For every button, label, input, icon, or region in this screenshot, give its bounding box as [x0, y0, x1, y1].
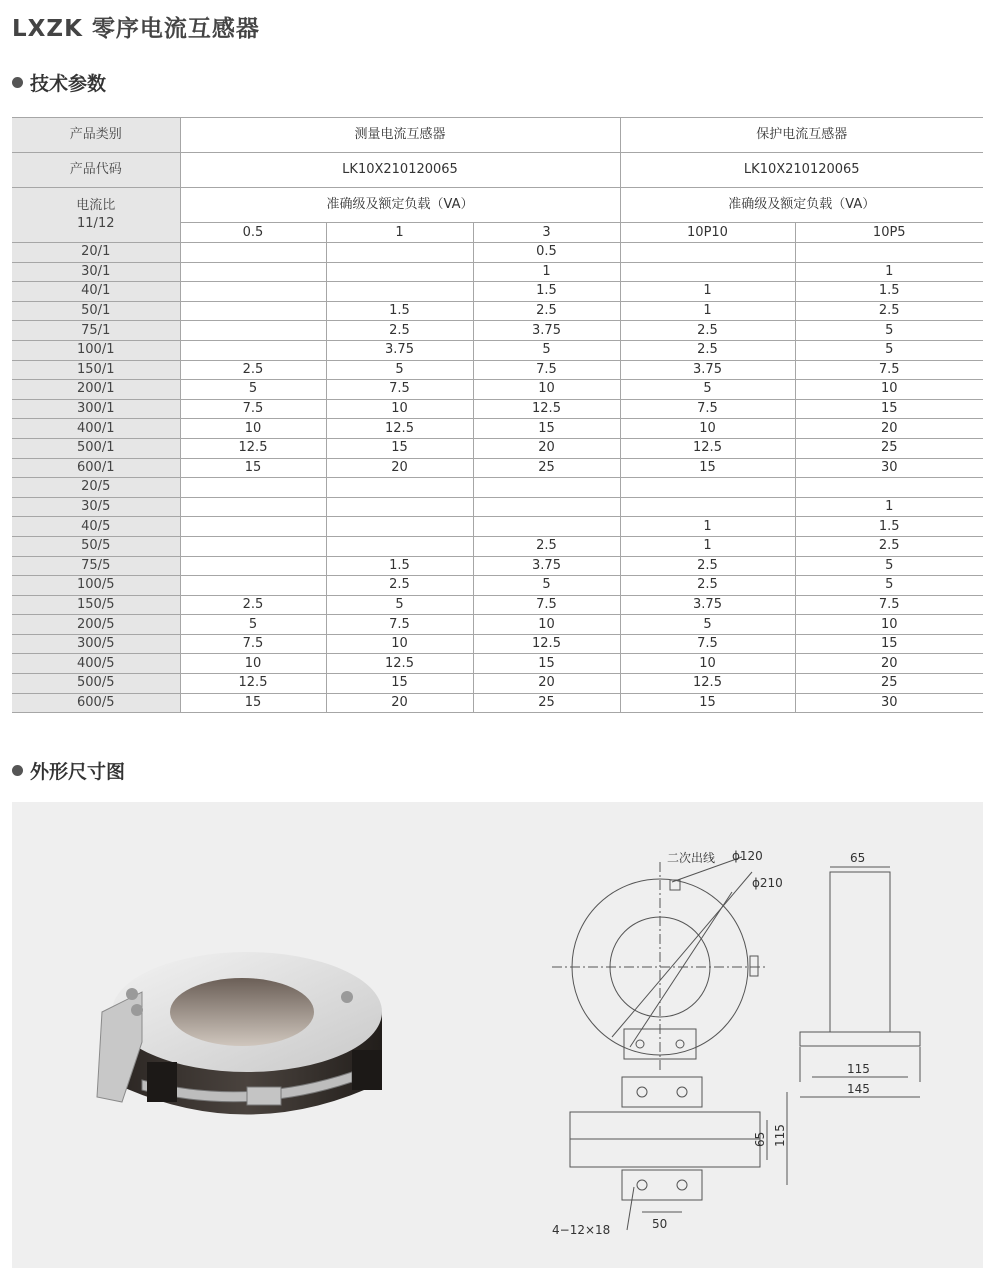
table-cell: 30	[795, 693, 983, 713]
table-cell: 10	[473, 380, 620, 400]
product-photo	[72, 932, 402, 1152]
bullet-icon	[12, 765, 23, 776]
section-heading-dimensions	[12, 757, 125, 784]
table-cell: 7.5	[180, 634, 326, 654]
table-row	[12, 321, 983, 341]
ratio-cell: 400/1	[12, 419, 180, 439]
table-cell: 5	[180, 380, 326, 400]
table-cell: 1	[473, 262, 620, 282]
bolt-icon	[126, 988, 138, 1000]
hole-spacing-label: 50	[652, 1217, 668, 1231]
bolt-hole	[676, 1040, 684, 1048]
table-row	[12, 262, 983, 282]
height-inner-label: 65	[753, 1131, 767, 1147]
table-cell	[473, 478, 620, 498]
table-cell: 10	[473, 615, 620, 635]
table-cell: 1	[620, 536, 795, 556]
clip-right	[352, 1050, 382, 1090]
ratio-cell: 300/5	[12, 634, 180, 654]
table-cell: 10	[180, 419, 326, 439]
ratio-cell: 40/5	[12, 517, 180, 537]
table-cell: 2.5	[326, 576, 473, 596]
table-cell: 20	[326, 693, 473, 713]
leader-line	[627, 1187, 634, 1230]
ratio-cell: 75/5	[12, 556, 180, 576]
table-cell: 2.5	[795, 536, 983, 556]
table-cell: 20	[795, 419, 983, 439]
table-cell: 15	[620, 458, 795, 478]
bolt-icon	[131, 1004, 143, 1016]
bolt-hole	[677, 1087, 687, 1097]
table-cell: 15	[795, 634, 983, 654]
table-cell: 20	[473, 674, 620, 694]
accuracy-header-row	[12, 188, 983, 223]
table-cell: 5	[473, 340, 620, 360]
table-cell	[795, 478, 983, 498]
product-code-row	[12, 153, 983, 188]
table-row	[12, 615, 983, 635]
table-cell	[326, 262, 473, 282]
table-cell: 1	[795, 262, 983, 282]
dia-inner-label: ϕ120	[732, 849, 763, 863]
ratio-cell: 200/5	[12, 615, 180, 635]
ratio-cell: 50/5	[12, 536, 180, 556]
table-cell: 5	[795, 556, 983, 576]
table-cell: 1.5	[473, 282, 620, 302]
table-cell: 10	[326, 399, 473, 419]
section-heading-label: 外形尺寸图	[30, 761, 126, 783]
table-cell: 5	[326, 595, 473, 615]
table-cell: 12.5	[180, 674, 326, 694]
table-row	[12, 458, 983, 478]
dia-outer-label: ϕ210	[752, 876, 783, 890]
depth-label: 65	[850, 851, 866, 865]
table-cell: 2.5	[473, 301, 620, 321]
table-row	[12, 399, 983, 419]
table-cell	[620, 497, 795, 517]
slot-label: 4−12×18	[552, 1223, 611, 1237]
product-category-row	[12, 118, 983, 153]
table-row	[12, 243, 983, 263]
table-cell: 7.5	[473, 360, 620, 380]
table-cell	[620, 243, 795, 263]
table-row	[12, 536, 983, 556]
table-cell	[180, 497, 326, 517]
table-row	[12, 419, 983, 439]
table-cell: 5	[326, 360, 473, 380]
table-cell: 2.5	[473, 536, 620, 556]
table-cell: 2.5	[620, 321, 795, 341]
table-cell: 12.5	[473, 634, 620, 654]
table-row	[12, 301, 983, 321]
table-cell: 7.5	[795, 595, 983, 615]
table-cell: 30	[795, 458, 983, 478]
table-cell	[180, 301, 326, 321]
table-cell: 5	[795, 340, 983, 360]
table-cell: 15	[326, 674, 473, 694]
table-cell: 15	[473, 419, 620, 439]
table-row	[12, 340, 983, 360]
table-cell: 3.75	[620, 360, 795, 380]
bottom-bracket-top	[622, 1077, 702, 1107]
table-cell: 1.5	[326, 556, 473, 576]
table-cell	[180, 243, 326, 263]
table-cell	[180, 556, 326, 576]
accuracy-protect-header: 准确级及额定负载（VA）	[620, 188, 983, 223]
table-cell	[326, 497, 473, 517]
side-view-base	[800, 1032, 920, 1046]
ratio-cell: 500/1	[12, 438, 180, 458]
table-cell	[180, 321, 326, 341]
table-cell	[326, 243, 473, 263]
table-row	[12, 634, 983, 654]
bolt-hole	[637, 1180, 647, 1190]
table-cell: 5	[795, 576, 983, 596]
table-cell: 7.5	[180, 399, 326, 419]
class-header: 10P5	[795, 223, 983, 243]
table-cell: 1.5	[795, 282, 983, 302]
table-cell	[620, 262, 795, 282]
bolt-hole	[636, 1040, 644, 1048]
table-cell: 0.5	[473, 243, 620, 263]
table-cell: 12.5	[180, 438, 326, 458]
table-cell: 12.5	[473, 399, 620, 419]
table-cell	[180, 340, 326, 360]
class-header: 1	[326, 223, 473, 243]
table-cell: 15	[473, 654, 620, 674]
table-row	[12, 380, 983, 400]
secondary-lead-label: 二次出线	[667, 851, 716, 865]
current-ratio-label: 电流比	[76, 198, 116, 213]
ratio-cell: 300/1	[12, 399, 180, 419]
table-cell: 12.5	[326, 654, 473, 674]
table-cell: 15	[180, 693, 326, 713]
table-row	[12, 478, 983, 498]
table-cell: 1	[620, 282, 795, 302]
ratio-cell: 40/1	[12, 282, 180, 302]
table-cell: 7.5	[795, 360, 983, 380]
dimension-drawing	[542, 842, 942, 1262]
ratio-cell: 100/1	[12, 340, 180, 360]
table-row	[12, 438, 983, 458]
table-cell	[326, 282, 473, 302]
side-tab	[750, 956, 758, 976]
table-row	[12, 517, 983, 537]
table-cell: 12.5	[326, 419, 473, 439]
table-cell: 2.5	[326, 321, 473, 341]
table-cell: 1	[620, 517, 795, 537]
leader-line	[630, 892, 732, 1047]
table-cell: 10	[795, 615, 983, 635]
table-cell: 5	[473, 576, 620, 596]
ratio-cell: 200/1	[12, 380, 180, 400]
bolt-hole	[677, 1180, 687, 1190]
table-cell: 10	[620, 419, 795, 439]
ratio-cell: 75/1	[12, 321, 180, 341]
bottom-bracket-bottom	[622, 1170, 702, 1200]
table-cell: 20	[326, 458, 473, 478]
section-heading-label: 技术参数	[30, 73, 107, 95]
table-row	[12, 576, 983, 596]
table-cell: 10	[326, 634, 473, 654]
lead-terminal	[670, 880, 680, 890]
table-cell	[326, 517, 473, 537]
ratio-cell: 600/5	[12, 693, 180, 713]
table-cell: 3.75	[473, 556, 620, 576]
table-cell: 20	[795, 654, 983, 674]
bolt-hole	[637, 1087, 647, 1097]
table-cell	[326, 536, 473, 556]
table-cell	[795, 243, 983, 263]
clamp-screw	[247, 1087, 281, 1105]
spec-table	[12, 117, 983, 713]
ratio-cell: 500/5	[12, 674, 180, 694]
page-title: LXZK 零序电流互感器	[12, 16, 260, 42]
table-cell	[180, 282, 326, 302]
table-cell	[473, 497, 620, 517]
ratio-cell: 20/5	[12, 478, 180, 498]
table-cell: 3.75	[326, 340, 473, 360]
table-cell: 2.5	[620, 556, 795, 576]
current-ratio-header	[12, 188, 180, 243]
class-header: 10P10	[620, 223, 795, 243]
ratio-cell: 30/1	[12, 262, 180, 282]
ratio-cell: 30/5	[12, 497, 180, 517]
table-cell	[180, 536, 326, 556]
clip-left	[147, 1062, 177, 1102]
table-row	[12, 360, 983, 380]
ratio-cell: 150/1	[12, 360, 180, 380]
table-cell	[620, 478, 795, 498]
class-header: 3	[473, 223, 620, 243]
protect-code: LK10X210120065	[620, 153, 983, 188]
table-row	[12, 497, 983, 517]
table-cell	[180, 517, 326, 537]
table-cell	[180, 478, 326, 498]
table-cell	[326, 478, 473, 498]
section-heading-tech-params	[12, 69, 106, 96]
table-row	[12, 693, 983, 713]
table-cell: 1.5	[795, 517, 983, 537]
table-cell: 2.5	[180, 360, 326, 380]
protect-category: 保护电流互感器	[620, 118, 983, 153]
accuracy-measure-header: 准确级及额定负载（VA）	[180, 188, 620, 223]
table-row	[12, 282, 983, 302]
table-cell: 15	[180, 458, 326, 478]
table-cell: 7.5	[620, 634, 795, 654]
table-cell: 7.5	[473, 595, 620, 615]
table-cell: 2.5	[620, 340, 795, 360]
table-row	[12, 595, 983, 615]
ratio-cell: 150/5	[12, 595, 180, 615]
class-header: 0.5	[180, 223, 326, 243]
table-cell: 15	[795, 399, 983, 419]
table-cell: 3.75	[473, 321, 620, 341]
side-view-body	[830, 872, 890, 1032]
ratio-cell: 400/5	[12, 654, 180, 674]
table-row	[12, 674, 983, 694]
table-cell: 1	[795, 497, 983, 517]
product-category-label: 产品类别	[12, 118, 180, 153]
ratio-cell: 100/5	[12, 576, 180, 596]
ratio-cell: 20/1	[12, 243, 180, 263]
table-cell: 1	[620, 301, 795, 321]
table-cell: 1.5	[326, 301, 473, 321]
table-cell: 25	[473, 458, 620, 478]
table-cell: 7.5	[326, 615, 473, 635]
table-cell	[180, 576, 326, 596]
measure-code: LK10X210120065	[180, 153, 620, 188]
table-cell: 10	[620, 654, 795, 674]
table-cell: 20	[473, 438, 620, 458]
bolt-icon	[341, 991, 353, 1003]
table-cell: 25	[795, 438, 983, 458]
table-cell	[180, 262, 326, 282]
dimension-figure-panel	[12, 802, 983, 1268]
table-cell: 5	[180, 615, 326, 635]
table-cell: 12.5	[620, 438, 795, 458]
ratio-cell: 50/1	[12, 301, 180, 321]
table-cell: 7.5	[326, 380, 473, 400]
height-outer-label: 115	[773, 1124, 787, 1147]
table-cell: 10	[795, 380, 983, 400]
table-cell: 15	[326, 438, 473, 458]
table-cell: 10	[180, 654, 326, 674]
table-cell: 7.5	[620, 399, 795, 419]
ring-hole	[170, 978, 314, 1046]
table-cell: 2.5	[795, 301, 983, 321]
bullet-icon	[12, 77, 23, 88]
measure-category: 测量电流互感器	[180, 118, 620, 153]
ratio-cell: 600/1	[12, 458, 180, 478]
table-cell	[473, 517, 620, 537]
table-cell: 12.5	[620, 674, 795, 694]
table-cell: 15	[620, 693, 795, 713]
product-code-label: 产品代码	[12, 153, 180, 188]
base-outer-label: 145	[847, 1082, 870, 1096]
base-inner-label: 115	[847, 1062, 870, 1076]
table-cell: 25	[473, 693, 620, 713]
table-cell: 3.75	[620, 595, 795, 615]
table-cell: 5	[795, 321, 983, 341]
table-cell: 5	[620, 380, 795, 400]
table-cell: 25	[795, 674, 983, 694]
table-row	[12, 654, 983, 674]
table-row	[12, 556, 983, 576]
current-ratio-sublabel: 11/12	[77, 216, 115, 231]
table-cell: 2.5	[620, 576, 795, 596]
table-cell: 2.5	[180, 595, 326, 615]
table-cell: 5	[620, 615, 795, 635]
